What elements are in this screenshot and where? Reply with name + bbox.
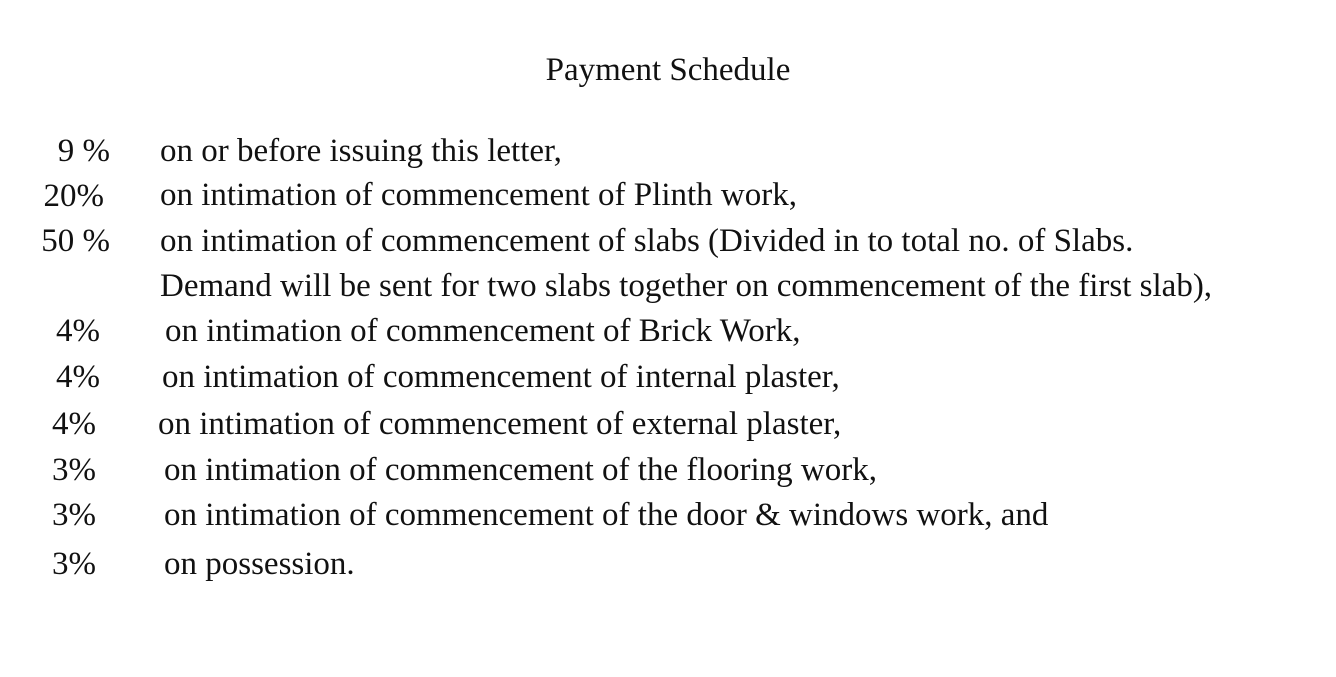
row-1-text: on or before issuing this letter,: [160, 133, 562, 169]
row-9-text: on intimation of commencement of the door & windows work, and: [164, 497, 1049, 533]
row-5-text: on intimation of commencement of Brick Work,: [165, 313, 801, 349]
row-7-percent: 4%: [52, 406, 96, 442]
row-9-percent: 3%: [52, 497, 96, 533]
row-8-text: on intimation of commencement of the flooring work,: [164, 452, 877, 488]
row-7-text: on intimation of commencement of external plaster,: [158, 406, 842, 442]
row-10-text: on possession.: [164, 546, 355, 582]
row-2-text: on intimation of commencement of Plinth work,: [160, 177, 797, 213]
row-5-percent: 4%: [56, 313, 100, 349]
page-title: Payment Schedule: [545, 52, 791, 88]
row-4-text: Demand will be sent for two slabs together on commencement of the first slab),: [160, 268, 1213, 304]
row-6-percent: 4%: [56, 359, 100, 395]
row-10-percent: 3%: [52, 546, 96, 582]
row-1-percent: 9 %: [57, 133, 110, 169]
row-8-percent: 3%: [52, 452, 96, 488]
row-3-percent: 50 %: [41, 223, 110, 259]
row-2-percent: 20%: [43, 178, 104, 214]
row-6-text: on intimation of commencement of internal plaster,: [162, 359, 840, 395]
row-3-text: on intimation of commencement of slabs (Divided in to total no. of Slabs.: [160, 223, 1134, 259]
